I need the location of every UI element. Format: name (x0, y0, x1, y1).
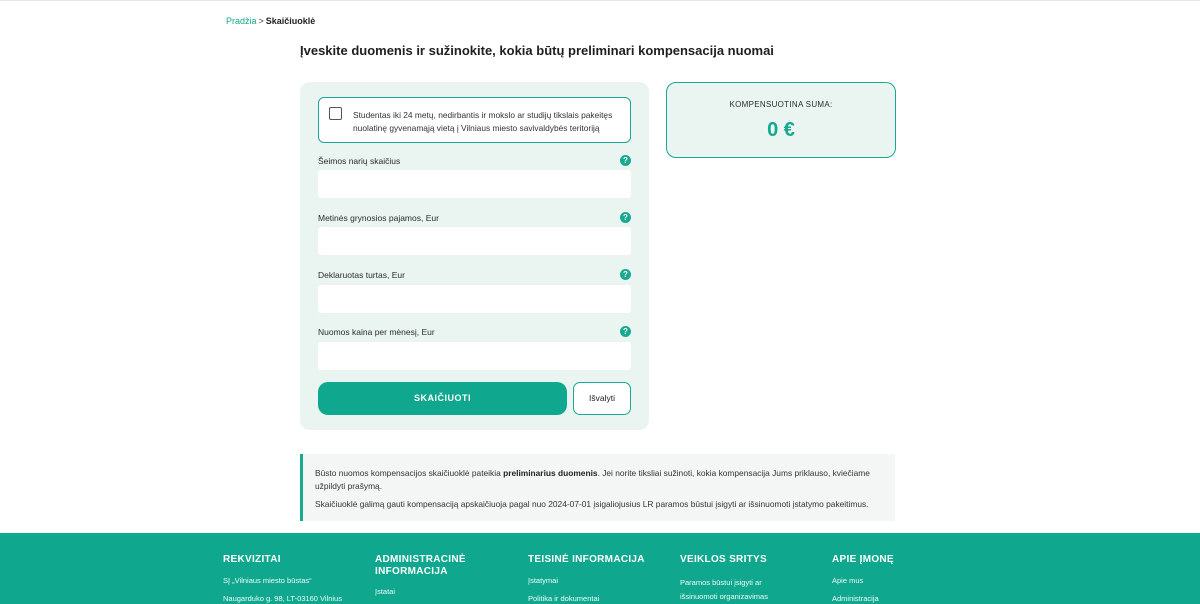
footer-heading: VEIKLOS SRITYS (680, 554, 767, 565)
footer-heading: TEISINĖ INFORMACIJA (528, 554, 645, 565)
info-text: Būsto nuomos kompensacijos skaičiuoklė pateikia (315, 468, 504, 478)
footer-column-about (832, 554, 972, 604)
footer-text: Naugarduko g. 98, LT-03160 Vilnius (223, 594, 342, 603)
footer-link[interactable]: Įstatai (375, 587, 396, 596)
declared-assets-label: Deklaruotas turtas, Eur (318, 270, 405, 280)
info-text: . Jei norite tiksliai sužinoti, kokia kompensacija Jums priklauso, kviečiame užpildyti prašymą. (315, 468, 870, 491)
monthly-rent-label: Nuomos kaina per mėnesį, Eur (318, 327, 435, 337)
footer-link[interactable]: Apie mus (832, 576, 864, 585)
result-value: 0 € (767, 119, 795, 141)
calculator-form (300, 82, 649, 430)
info-paragraph-1 (315, 467, 890, 492)
family-members-label: Šeimos narių skaičius (318, 156, 401, 166)
info-box (300, 454, 895, 521)
footer-heading: REKVIZITAI (223, 554, 281, 565)
footer (0, 533, 1200, 604)
student-checkbox-label: Studentas iki 24 metų, nedirbantis ir mokslo ar studijų tikslais pakeitęs nuolatinę gyvenamąją vietą į Vilniaus miesto savivaldybės teritoriją (353, 110, 613, 133)
annual-income-label: Metinės grynosios pajamos, Eur (318, 213, 439, 223)
calculate-button[interactable]: SKAIČIUOTI (318, 382, 567, 415)
footer-heading: ADMINISTRACINĖ INFORMACIJA (375, 554, 466, 577)
declared-assets-input[interactable] (318, 285, 631, 313)
student-checkbox[interactable] (329, 107, 342, 120)
footer-column-legal (528, 554, 668, 604)
footer-column-admin (375, 554, 515, 597)
breadcrumb-separator: > (258, 16, 264, 26)
info-paragraph-2: Skaičiuoklė galimą gauti kompensaciją apskaičiuoja pagal nuo 2024-07-01 įsigaliojusius LR paramos būstui įsigyti ar išsinuomoti įstatymo pakeitimus. (315, 499, 869, 509)
result-label: KOMPENSUOTINA SUMA: (729, 100, 833, 109)
breadcrumb (226, 16, 315, 26)
top-divider (0, 0, 1200, 1)
breadcrumb-current: Skaičiuoklė (265, 16, 316, 26)
help-icon[interactable]: ? (620, 326, 631, 337)
family-members-input[interactable] (318, 170, 631, 198)
student-checkbox-box[interactable] (318, 97, 631, 143)
footer-link[interactable]: Politika ir dokumentai (528, 594, 600, 603)
footer-column-activities (680, 554, 820, 604)
help-icon[interactable]: ? (620, 212, 631, 223)
help-icon[interactable]: ? (620, 155, 631, 166)
breadcrumb-home-link[interactable]: Pradžia (226, 16, 257, 26)
footer-link[interactable]: Įstatymai (528, 576, 559, 585)
footer-heading: APIE ĮMONĘ (832, 554, 894, 565)
info-bold-text: preliminarius duomenis (503, 468, 598, 478)
footer-link[interactable]: Administracija (832, 594, 879, 603)
annual-income-input[interactable] (318, 227, 631, 255)
footer-column-rekvizitai (223, 554, 363, 604)
footer-text: SĮ „Vilniaus miesto būstas“ (223, 576, 312, 585)
clear-button[interactable]: Išvalyti (573, 382, 631, 415)
result-card (666, 82, 896, 158)
footer-link[interactable]: Paramos būstui įsigyti ar išsinuomoti organizavimas (680, 578, 768, 601)
help-icon[interactable]: ? (620, 269, 631, 280)
monthly-rent-input[interactable] (318, 342, 631, 370)
page-title: Įveskite duomenis ir sužinokite, kokia būtų preliminari kompensacija nuomai (300, 43, 774, 58)
